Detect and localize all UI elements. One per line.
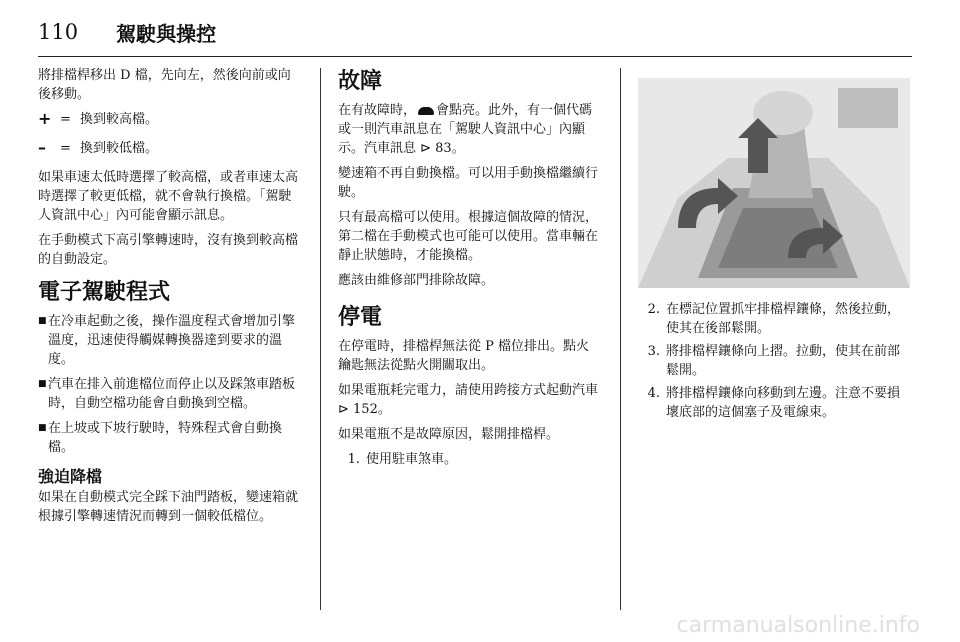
step-number: 1. — [347, 452, 360, 467]
list-item-text: 汽車在排入前進檔位而停止以及踩煞車踏板時，自動空檔功能會自動換到空檔。 — [48, 377, 296, 411]
page-title: 駕駛與操控 — [116, 21, 217, 46]
step-text: 將排檔桿鑲條向移動到左邊。注意不要損壞底部的這個塞子及電線束。 — [666, 386, 901, 420]
plus-icon: + — [38, 109, 52, 128]
list-item — [38, 312, 300, 369]
paragraph: 應該由維修部門排除故障。 — [338, 273, 495, 288]
paragraph: 只有最高檔可以使用。根據這個故障的情況，第二檔在手動模式也可能可以使用。當車輛在靜止狀態時，才能換檔。 — [338, 210, 599, 263]
column-1 — [38, 66, 300, 532]
step-number: 3. — [647, 344, 660, 359]
column-2 — [338, 66, 600, 473]
bullet-icon: ■ — [38, 379, 47, 389]
watermark: carmanualsonline.info — [676, 613, 920, 638]
paragraph: 如果車速太低時選擇了較高檔，或者車速太高時選擇了較更低檔，就不會執行換檔。「駕駛人資訊中心」內可能會顯示訊息。 — [38, 170, 299, 223]
minus-row — [38, 139, 300, 158]
minus-text: 換到較低檔。 — [80, 141, 159, 156]
minus-icon: – — [38, 138, 46, 157]
paragraph: 變速箱不再自動換檔。可以用手動換檔繼續行駛。 — [338, 166, 599, 200]
header-rule — [38, 56, 912, 57]
list-item-text: 在冷車起動之後，操作溫度程式會增加引擎溫度，迅速使得觸媒轉換器達到要求的溫度。 — [48, 314, 296, 367]
section-heading-fault: 故障 — [338, 69, 383, 94]
text: 在有故障時， — [338, 103, 417, 118]
list-item — [638, 384, 910, 422]
paragraph: 如果電瓶耗完電力，請使用跨接方式起動汽車 ⊳ 152。 — [338, 383, 599, 417]
section-heading-kickdown: 強迫降檔 — [38, 467, 103, 486]
equals-sign: = — [60, 141, 71, 156]
paragraph: 將排檔桿移出 D 檔，先向左，然後向前或向後移動。 — [38, 68, 291, 102]
text: 會點亮。此外，有一個代碼或一則汽車訊息在「駕駛人資訊中心」內顯示。汽車訊息 ⊳ 83。 — [338, 103, 593, 156]
equals-sign: = — [60, 112, 71, 127]
list-item — [338, 450, 600, 469]
step-number: 4. — [647, 386, 660, 401]
car-warning-icon — [418, 107, 434, 115]
list-item — [638, 342, 910, 380]
step-text: 使用駐車煞車。 — [366, 452, 458, 467]
step-text: 在標記位置抓牢排檔桿鑲條，然後拉動，使其在後部鬆開。 — [666, 302, 901, 336]
page-number: 110 — [38, 20, 79, 44]
paragraph — [338, 101, 600, 158]
column-3 — [638, 300, 910, 426]
plus-text: 換到較高檔。 — [80, 112, 159, 127]
paragraph: 在手動模式下高引擎轉速時，沒有換到較高檔的自動設定。 — [38, 233, 299, 267]
column-divider — [320, 68, 321, 610]
section-heading-power: 停電 — [338, 305, 383, 330]
column-divider — [620, 68, 621, 610]
plus-row — [38, 110, 300, 129]
section-heading-electronic: 電子駕駛程式 — [38, 280, 171, 305]
paragraph: 在停電時，排檔桿無法從 P 檔位排出。點火鑰匙無法從點火開關取出。 — [338, 339, 590, 373]
bullet-icon: ■ — [38, 423, 47, 433]
paragraph: 如果電瓶不是故障原因，鬆開排檔桿。 — [338, 427, 560, 442]
paragraph: 如果在自動模式完全踩下油門踏板，變速箱就根據引擎轉速情況而轉到一個較低檔位。 — [38, 490, 299, 524]
list-item — [38, 375, 300, 413]
list-item-text: 在上坡或下坡行駛時，特殊程式會自動換檔。 — [48, 421, 283, 455]
step-number: 2. — [647, 302, 660, 317]
step-text: 將排檔桿鑲條向上摺。拉動，使其在前部鬆開。 — [666, 344, 901, 378]
bullet-icon: ■ — [38, 316, 47, 326]
page-header — [38, 12, 216, 52]
list-item — [638, 300, 910, 338]
gear-lever-image — [638, 78, 910, 288]
list-item — [38, 419, 300, 457]
